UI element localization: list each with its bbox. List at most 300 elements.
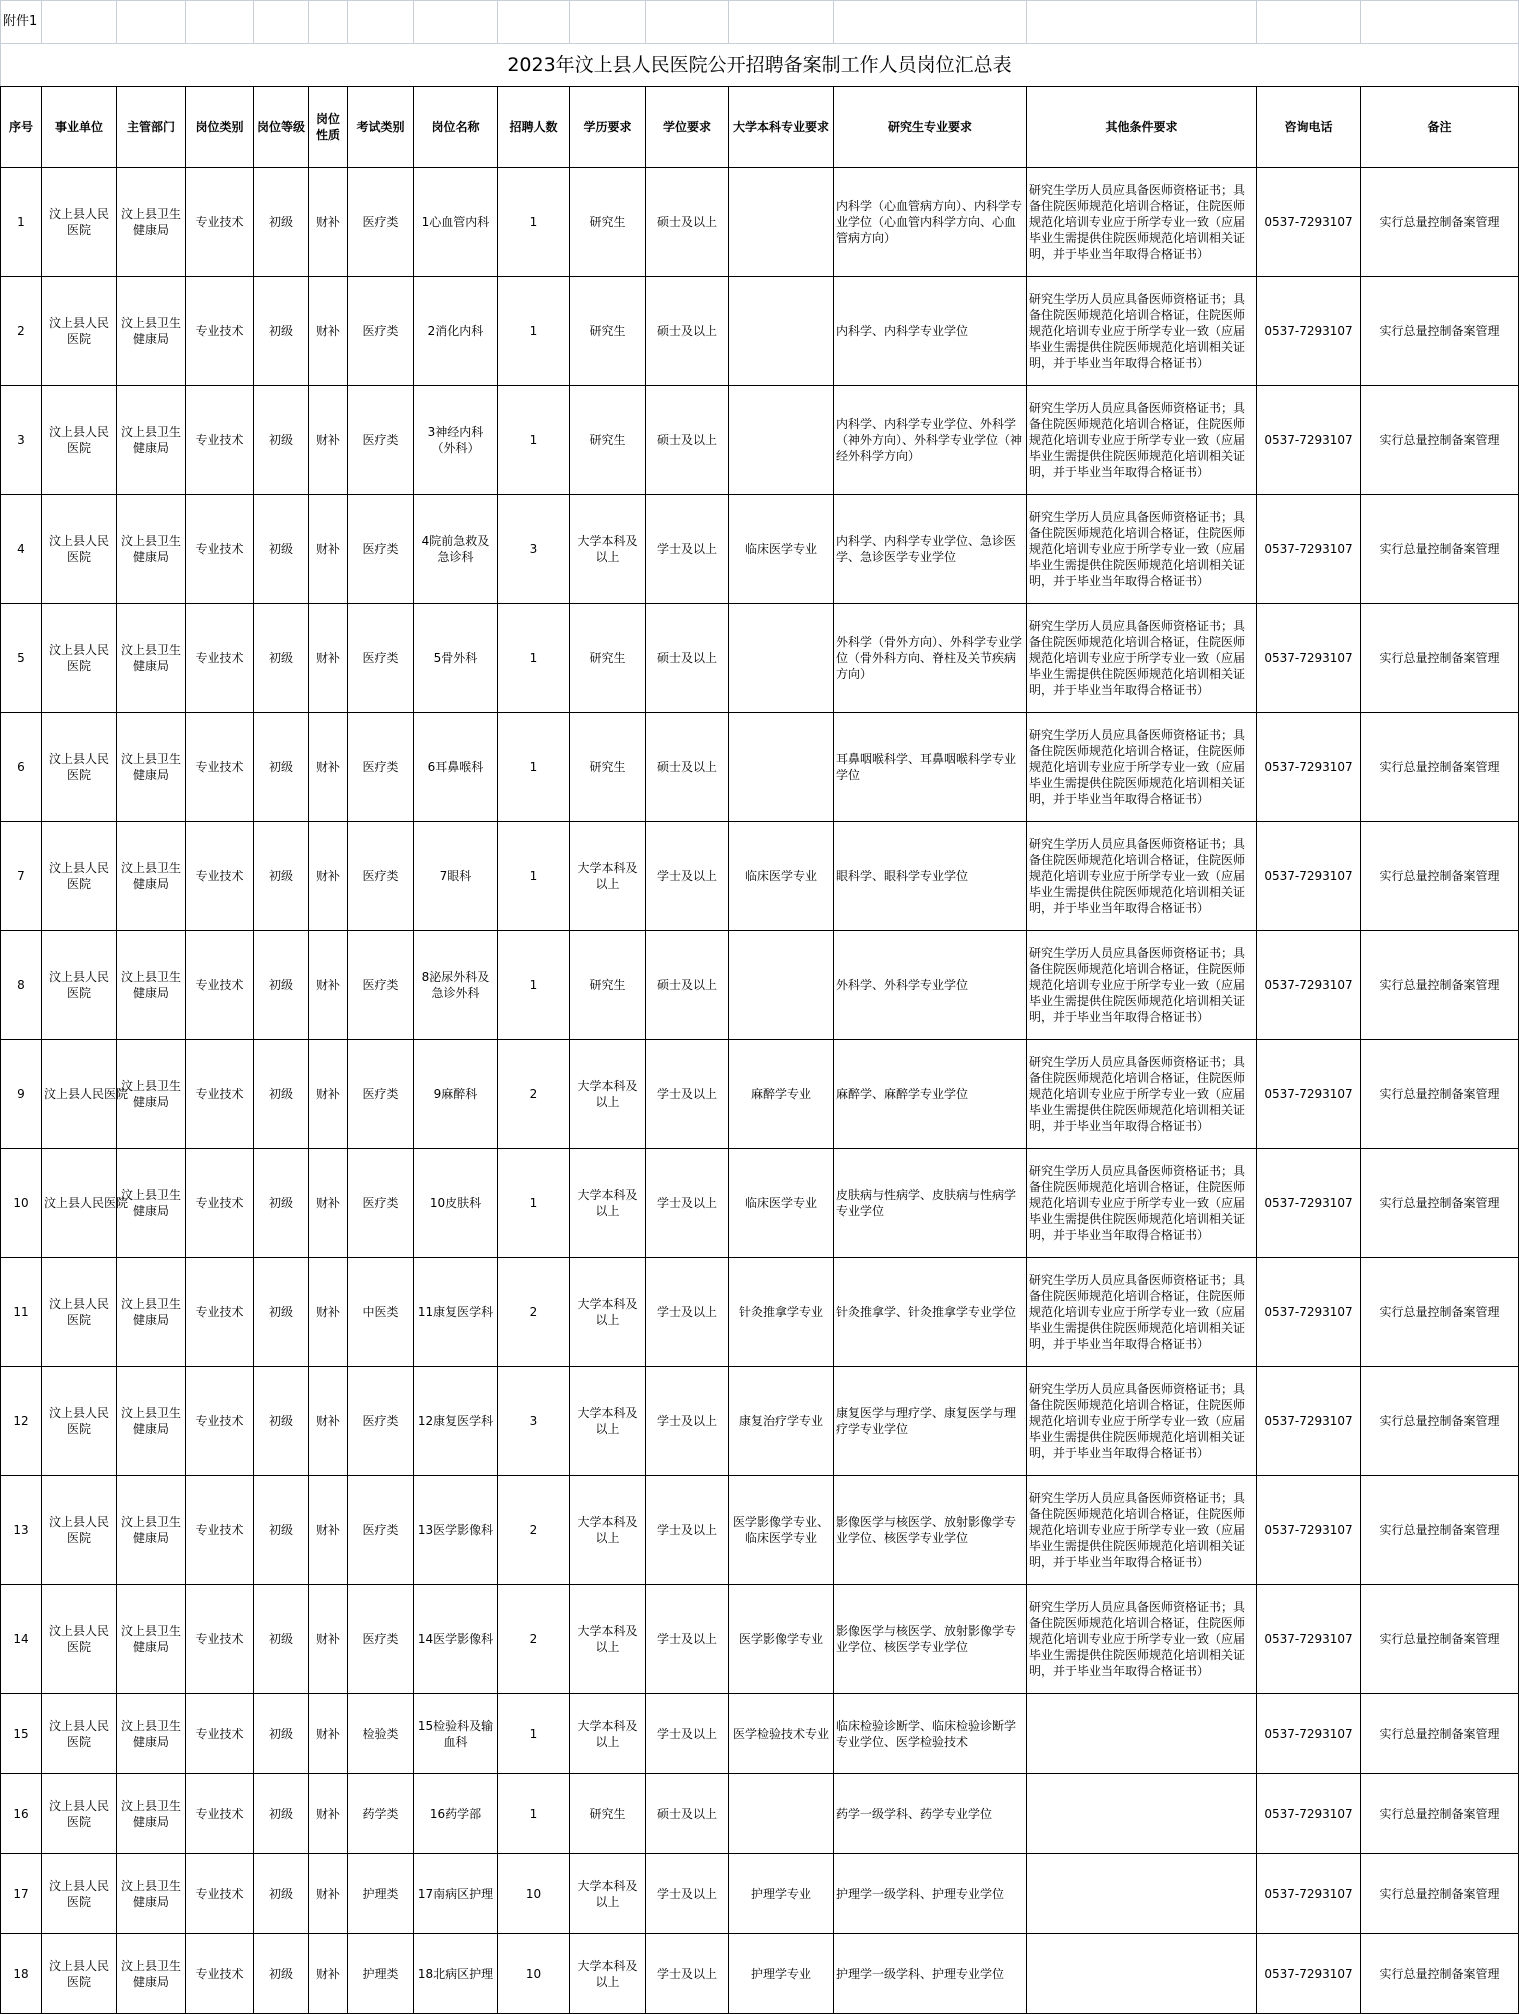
undergrad-major-cell[interactable]: 临床医学专业 [729, 822, 834, 931]
undergrad-major-cell[interactable]: 医学检验技术专业 [729, 1694, 834, 1774]
undergrad-major-cell[interactable] [729, 1774, 834, 1854]
column-header[interactable]: 序号 [1, 87, 42, 168]
other-requirements-cell[interactable]: 研究生学历人员应具备医师资格证书；具备住院医师规范化培训合格证，住院医师规范化培训专业应于所学专业一致（应届毕业生需提供住院医师规范化培训相关证明，并于毕业当年取得合格证书） [1027, 1149, 1257, 1258]
education-cell[interactable]: 研究生 [570, 931, 646, 1040]
phone-cell[interactable]: 0537-7293107 [1257, 277, 1361, 386]
exam-type-cell[interactable]: 医疗类 [348, 1585, 414, 1694]
undergrad-major-cell[interactable] [729, 168, 834, 277]
count-cell[interactable]: 10 [498, 1854, 570, 1934]
row-number[interactable]: 2 [1, 277, 42, 386]
undergrad-major-cell[interactable] [729, 386, 834, 495]
phone-cell[interactable]: 0537-7293107 [1257, 1258, 1361, 1367]
degree-cell[interactable]: 硕士及以上 [646, 1774, 729, 1854]
column-header[interactable]: 研究生专业要求 [834, 87, 1027, 168]
education-cell[interactable]: 大学本科及以上 [570, 1694, 646, 1774]
dept-cell[interactable]: 汶上县卫生健康局 [117, 386, 186, 495]
unit-cell[interactable]: 汶上县人民医院 [42, 1040, 117, 1149]
level-cell[interactable]: 初级 [254, 604, 309, 713]
unit-cell[interactable]: 汶上县人民医院 [42, 277, 117, 386]
row-number[interactable]: 12 [1, 1367, 42, 1476]
level-cell[interactable]: 初级 [254, 1258, 309, 1367]
attachment-label[interactable]: 附件1 [1, 1, 42, 44]
grad-major-cell[interactable]: 麻醉学、麻醉学专业学位 [834, 1040, 1027, 1149]
empty-cell[interactable] [348, 1, 414, 44]
education-cell[interactable]: 大学本科及以上 [570, 1854, 646, 1934]
dept-cell[interactable]: 汶上县卫生健康局 [117, 277, 186, 386]
empty-cell[interactable] [646, 1, 729, 44]
phone-cell[interactable]: 0537-7293107 [1257, 822, 1361, 931]
phone-cell[interactable]: 0537-7293107 [1257, 495, 1361, 604]
row-number[interactable]: 13 [1, 1476, 42, 1585]
other-requirements-cell[interactable]: 研究生学历人员应具备医师资格证书；具备住院医师规范化培训合格证，住院医师规范化培训专业应于所学专业一致（应届毕业生需提供住院医师规范化培训相关证明，并于毕业当年取得合格证书） [1027, 1040, 1257, 1149]
level-cell[interactable]: 初级 [254, 168, 309, 277]
category-cell[interactable]: 专业技术 [186, 277, 254, 386]
exam-type-cell[interactable]: 检验类 [348, 1694, 414, 1774]
grad-major-cell[interactable]: 眼科学、眼科学专业学位 [834, 822, 1027, 931]
education-cell[interactable]: 研究生 [570, 168, 646, 277]
education-cell[interactable]: 研究生 [570, 277, 646, 386]
nature-cell[interactable]: 财补 [309, 1040, 348, 1149]
dept-cell[interactable]: 汶上县卫生健康局 [117, 1585, 186, 1694]
dept-cell[interactable]: 汶上县卫生健康局 [117, 1854, 186, 1934]
grad-major-cell[interactable]: 针灸推拿学、针灸推拿学专业学位 [834, 1258, 1027, 1367]
undergrad-major-cell[interactable] [729, 931, 834, 1040]
phone-cell[interactable]: 0537-7293107 [1257, 1585, 1361, 1694]
column-header[interactable]: 事业单位 [42, 87, 117, 168]
note-cell[interactable]: 实行总量控制备案管理 [1361, 822, 1519, 931]
level-cell[interactable]: 初级 [254, 1476, 309, 1585]
unit-cell[interactable]: 汶上县人民医院 [42, 1258, 117, 1367]
unit-cell[interactable]: 汶上县人民医院 [42, 713, 117, 822]
dept-cell[interactable]: 汶上县卫生健康局 [117, 1774, 186, 1854]
level-cell[interactable]: 初级 [254, 1854, 309, 1934]
dept-cell[interactable]: 汶上县卫生健康局 [117, 822, 186, 931]
level-cell[interactable]: 初级 [254, 1585, 309, 1694]
row-number[interactable]: 7 [1, 822, 42, 931]
count-cell[interactable]: 1 [498, 822, 570, 931]
note-cell[interactable]: 实行总量控制备案管理 [1361, 1774, 1519, 1854]
phone-cell[interactable]: 0537-7293107 [1257, 1476, 1361, 1585]
undergrad-major-cell[interactable]: 临床医学专业 [729, 1149, 834, 1258]
degree-cell[interactable]: 学士及以上 [646, 1258, 729, 1367]
note-cell[interactable]: 实行总量控制备案管理 [1361, 1934, 1519, 2014]
column-header[interactable]: 招聘人数 [498, 87, 570, 168]
column-header[interactable]: 主管部门 [117, 87, 186, 168]
other-requirements-cell[interactable]: 研究生学历人员应具备医师资格证书；具备住院医师规范化培训合格证，住院医师规范化培训专业应于所学专业一致（应届毕业生需提供住院医师规范化培训相关证明，并于毕业当年取得合格证书） [1027, 822, 1257, 931]
dept-cell[interactable]: 汶上县卫生健康局 [117, 1040, 186, 1149]
count-cell[interactable]: 1 [498, 1149, 570, 1258]
dept-cell[interactable]: 汶上县卫生健康局 [117, 1149, 186, 1258]
note-cell[interactable]: 实行总量控制备案管理 [1361, 386, 1519, 495]
grad-major-cell[interactable]: 内科学、内科学专业学位、外科学（神外方向）、外科学专业学位（神经外科学方向） [834, 386, 1027, 495]
exam-type-cell[interactable]: 医疗类 [348, 604, 414, 713]
exam-type-cell[interactable]: 护理类 [348, 1934, 414, 2014]
post-name-cell[interactable]: 7眼科 [414, 822, 498, 931]
other-requirements-cell[interactable] [1027, 1854, 1257, 1934]
empty-cell[interactable] [42, 1, 117, 44]
nature-cell[interactable]: 财补 [309, 931, 348, 1040]
column-header[interactable]: 岗位名称 [414, 87, 498, 168]
unit-cell[interactable]: 汶上县人民医院 [42, 495, 117, 604]
phone-cell[interactable]: 0537-7293107 [1257, 1694, 1361, 1774]
note-cell[interactable]: 实行总量控制备案管理 [1361, 713, 1519, 822]
category-cell[interactable]: 专业技术 [186, 1934, 254, 2014]
other-requirements-cell[interactable] [1027, 1774, 1257, 1854]
category-cell[interactable]: 专业技术 [186, 1854, 254, 1934]
category-cell[interactable]: 专业技术 [186, 1149, 254, 1258]
degree-cell[interactable]: 学士及以上 [646, 1934, 729, 2014]
education-cell[interactable]: 大学本科及以上 [570, 1585, 646, 1694]
count-cell[interactable]: 1 [498, 168, 570, 277]
level-cell[interactable]: 初级 [254, 1040, 309, 1149]
category-cell[interactable]: 专业技术 [186, 713, 254, 822]
grad-major-cell[interactable]: 皮肤病与性病学、皮肤病与性病学专业学位 [834, 1149, 1027, 1258]
exam-type-cell[interactable]: 医疗类 [348, 495, 414, 604]
category-cell[interactable]: 专业技术 [186, 1367, 254, 1476]
column-header[interactable]: 岗位等级 [254, 87, 309, 168]
undergrad-major-cell[interactable]: 医学影像学专业、临床医学专业 [729, 1476, 834, 1585]
note-cell[interactable]: 实行总量控制备案管理 [1361, 1040, 1519, 1149]
level-cell[interactable]: 初级 [254, 1367, 309, 1476]
row-number[interactable]: 18 [1, 1934, 42, 2014]
row-number[interactable]: 14 [1, 1585, 42, 1694]
category-cell[interactable]: 专业技术 [186, 1774, 254, 1854]
note-cell[interactable]: 实行总量控制备案管理 [1361, 1694, 1519, 1774]
dept-cell[interactable]: 汶上县卫生健康局 [117, 1476, 186, 1585]
unit-cell[interactable]: 汶上县人民医院 [42, 822, 117, 931]
phone-cell[interactable]: 0537-7293107 [1257, 1040, 1361, 1149]
undergrad-major-cell[interactable]: 医学影像学专业 [729, 1585, 834, 1694]
empty-cell[interactable] [834, 1, 1027, 44]
count-cell[interactable]: 3 [498, 1367, 570, 1476]
post-name-cell[interactable]: 2消化内科 [414, 277, 498, 386]
note-cell[interactable]: 实行总量控制备案管理 [1361, 168, 1519, 277]
category-cell[interactable]: 专业技术 [186, 822, 254, 931]
dept-cell[interactable]: 汶上县卫生健康局 [117, 1367, 186, 1476]
other-requirements-cell[interactable]: 研究生学历人员应具备医师资格证书；具备住院医师规范化培训合格证，住院医师规范化培训专业应于所学专业一致（应届毕业生需提供住院医师规范化培训相关证明，并于毕业当年取得合格证书） [1027, 931, 1257, 1040]
degree-cell[interactable]: 硕士及以上 [646, 168, 729, 277]
other-requirements-cell[interactable]: 研究生学历人员应具备医师资格证书；具备住院医师规范化培训合格证，住院医师规范化培训专业应于所学专业一致（应届毕业生需提供住院医师规范化培训相关证明，并于毕业当年取得合格证书） [1027, 713, 1257, 822]
exam-type-cell[interactable]: 医疗类 [348, 386, 414, 495]
degree-cell[interactable]: 学士及以上 [646, 495, 729, 604]
column-header[interactable]: 学位要求 [646, 87, 729, 168]
exam-type-cell[interactable]: 医疗类 [348, 713, 414, 822]
row-number[interactable]: 6 [1, 713, 42, 822]
note-cell[interactable]: 实行总量控制备案管理 [1361, 1585, 1519, 1694]
empty-cell[interactable] [186, 1, 254, 44]
exam-type-cell[interactable]: 医疗类 [348, 277, 414, 386]
degree-cell[interactable]: 硕士及以上 [646, 931, 729, 1040]
nature-cell[interactable]: 财补 [309, 1585, 348, 1694]
other-requirements-cell[interactable]: 研究生学历人员应具备医师资格证书；具备住院医师规范化培训合格证，住院医师规范化培训专业应于所学专业一致（应届毕业生需提供住院医师规范化培训相关证明，并于毕业当年取得合格证书） [1027, 1367, 1257, 1476]
phone-cell[interactable]: 0537-7293107 [1257, 1934, 1361, 2014]
grad-major-cell[interactable]: 药学一级学科、药学专业学位 [834, 1774, 1027, 1854]
count-cell[interactable]: 1 [498, 386, 570, 495]
education-cell[interactable]: 大学本科及以上 [570, 822, 646, 931]
table-title[interactable]: 2023年汶上县人民医院公开招聘备案制工作人员岗位汇总表 [1, 44, 1519, 87]
note-cell[interactable]: 实行总量控制备案管理 [1361, 1149, 1519, 1258]
exam-type-cell[interactable]: 医疗类 [348, 931, 414, 1040]
grad-major-cell[interactable]: 外科学（骨外方向）、外科学专业学位（骨外科方向、脊柱及关节疾病方向） [834, 604, 1027, 713]
level-cell[interactable]: 初级 [254, 931, 309, 1040]
nature-cell[interactable]: 财补 [309, 713, 348, 822]
level-cell[interactable]: 初级 [254, 386, 309, 495]
row-number[interactable]: 3 [1, 386, 42, 495]
other-requirements-cell[interactable]: 研究生学历人员应具备医师资格证书；具备住院医师规范化培训合格证，住院医师规范化培训专业应于所学专业一致（应届毕业生需提供住院医师规范化培训相关证明，并于毕业当年取得合格证书） [1027, 1258, 1257, 1367]
degree-cell[interactable]: 硕士及以上 [646, 713, 729, 822]
grad-major-cell[interactable]: 影像医学与核医学、放射影像学专业学位、核医学专业学位 [834, 1585, 1027, 1694]
post-name-cell[interactable]: 10皮肤科 [414, 1149, 498, 1258]
undergrad-major-cell[interactable]: 护理学专业 [729, 1934, 834, 2014]
degree-cell[interactable]: 硕士及以上 [646, 604, 729, 713]
column-header[interactable]: 其他条件要求 [1027, 87, 1257, 168]
undergrad-major-cell[interactable]: 康复治疗学专业 [729, 1367, 834, 1476]
nature-cell[interactable]: 财补 [309, 168, 348, 277]
empty-cell[interactable] [1361, 1, 1519, 44]
post-name-cell[interactable]: 18北病区护理 [414, 1934, 498, 2014]
empty-cell[interactable] [1257, 1, 1361, 44]
count-cell[interactable]: 1 [498, 604, 570, 713]
other-requirements-cell[interactable]: 研究生学历人员应具备医师资格证书；具备住院医师规范化培训合格证，住院医师规范化培训专业应于所学专业一致（应届毕业生需提供住院医师规范化培训相关证明，并于毕业当年取得合格证书） [1027, 1476, 1257, 1585]
exam-type-cell[interactable]: 中医类 [348, 1258, 414, 1367]
count-cell[interactable]: 1 [498, 1774, 570, 1854]
note-cell[interactable]: 实行总量控制备案管理 [1361, 495, 1519, 604]
other-requirements-cell[interactable]: 研究生学历人员应具备医师资格证书；具备住院医师规范化培训合格证，住院医师规范化培训专业应于所学专业一致（应届毕业生需提供住院医师规范化培训相关证明，并于毕业当年取得合格证书） [1027, 1585, 1257, 1694]
level-cell[interactable]: 初级 [254, 822, 309, 931]
grad-major-cell[interactable]: 耳鼻咽喉科学、耳鼻咽喉科学专业学位 [834, 713, 1027, 822]
education-cell[interactable]: 大学本科及以上 [570, 1934, 646, 2014]
nature-cell[interactable]: 财补 [309, 1934, 348, 2014]
unit-cell[interactable]: 汶上县人民医院 [42, 168, 117, 277]
other-requirements-cell[interactable]: 研究生学历人员应具备医师资格证书；具备住院医师规范化培训合格证，住院医师规范化培训专业应于所学专业一致（应届毕业生需提供住院医师规范化培训相关证明，并于毕业当年取得合格证书） [1027, 386, 1257, 495]
degree-cell[interactable]: 学士及以上 [646, 1149, 729, 1258]
post-name-cell[interactable]: 1心血管内科 [414, 168, 498, 277]
phone-cell[interactable]: 0537-7293107 [1257, 1367, 1361, 1476]
nature-cell[interactable]: 财补 [309, 1258, 348, 1367]
level-cell[interactable]: 初级 [254, 495, 309, 604]
note-cell[interactable]: 实行总量控制备案管理 [1361, 1258, 1519, 1367]
education-cell[interactable]: 研究生 [570, 386, 646, 495]
unit-cell[interactable]: 汶上县人民医院 [42, 931, 117, 1040]
column-header[interactable]: 岗位性质 [309, 87, 348, 168]
level-cell[interactable]: 初级 [254, 1694, 309, 1774]
grad-major-cell[interactable]: 影像医学与核医学、放射影像学专业学位、核医学专业学位 [834, 1476, 1027, 1585]
phone-cell[interactable]: 0537-7293107 [1257, 604, 1361, 713]
post-name-cell[interactable]: 13医学影像科 [414, 1476, 498, 1585]
other-requirements-cell[interactable]: 研究生学历人员应具备医师资格证书；具备住院医师规范化培训合格证，住院医师规范化培训专业应于所学专业一致（应届毕业生需提供住院医师规范化培训相关证明，并于毕业当年取得合格证书） [1027, 604, 1257, 713]
education-cell[interactable]: 大学本科及以上 [570, 1367, 646, 1476]
unit-cell[interactable]: 汶上县人民医院 [42, 386, 117, 495]
dept-cell[interactable]: 汶上县卫生健康局 [117, 1694, 186, 1774]
unit-cell[interactable]: 汶上县人民医院 [42, 1774, 117, 1854]
education-cell[interactable]: 研究生 [570, 713, 646, 822]
dept-cell[interactable]: 汶上县卫生健康局 [117, 1934, 186, 2014]
category-cell[interactable]: 专业技术 [186, 1258, 254, 1367]
level-cell[interactable]: 初级 [254, 713, 309, 822]
note-cell[interactable]: 实行总量控制备案管理 [1361, 277, 1519, 386]
count-cell[interactable]: 10 [498, 1934, 570, 2014]
row-number[interactable]: 10 [1, 1149, 42, 1258]
unit-cell[interactable]: 汶上县人民医院 [42, 1854, 117, 1934]
post-name-cell[interactable]: 12康复医学科 [414, 1367, 498, 1476]
undergrad-major-cell[interactable] [729, 713, 834, 822]
education-cell[interactable]: 大学本科及以上 [570, 1149, 646, 1258]
row-number[interactable]: 8 [1, 931, 42, 1040]
post-name-cell[interactable]: 11康复医学科 [414, 1258, 498, 1367]
count-cell[interactable]: 1 [498, 931, 570, 1040]
post-name-cell[interactable]: 5骨外科 [414, 604, 498, 713]
degree-cell[interactable]: 学士及以上 [646, 1367, 729, 1476]
category-cell[interactable]: 专业技术 [186, 386, 254, 495]
phone-cell[interactable]: 0537-7293107 [1257, 713, 1361, 822]
nature-cell[interactable]: 财补 [309, 822, 348, 931]
row-number[interactable]: 9 [1, 1040, 42, 1149]
category-cell[interactable]: 专业技术 [186, 1694, 254, 1774]
degree-cell[interactable]: 学士及以上 [646, 822, 729, 931]
empty-cell[interactable] [414, 1, 498, 44]
post-name-cell[interactable]: 16药学部 [414, 1774, 498, 1854]
nature-cell[interactable]: 财补 [309, 1367, 348, 1476]
nature-cell[interactable]: 财补 [309, 604, 348, 713]
count-cell[interactable]: 2 [498, 1258, 570, 1367]
note-cell[interactable]: 实行总量控制备案管理 [1361, 1476, 1519, 1585]
exam-type-cell[interactable]: 医疗类 [348, 822, 414, 931]
note-cell[interactable]: 实行总量控制备案管理 [1361, 1854, 1519, 1934]
exam-type-cell[interactable]: 医疗类 [348, 168, 414, 277]
column-header[interactable]: 学历要求 [570, 87, 646, 168]
degree-cell[interactable]: 学士及以上 [646, 1040, 729, 1149]
grad-major-cell[interactable]: 临床检验诊断学、临床检验诊断学专业学位、医学检验技术 [834, 1694, 1027, 1774]
undergrad-major-cell[interactable]: 麻醉学专业 [729, 1040, 834, 1149]
unit-cell[interactable]: 汶上县人民医院 [42, 1367, 117, 1476]
category-cell[interactable]: 专业技术 [186, 168, 254, 277]
empty-cell[interactable] [570, 1, 646, 44]
count-cell[interactable]: 2 [498, 1585, 570, 1694]
count-cell[interactable]: 2 [498, 1040, 570, 1149]
unit-cell[interactable]: 汶上县人民医院 [42, 1476, 117, 1585]
unit-cell[interactable]: 汶上县人民医院 [42, 1585, 117, 1694]
count-cell[interactable]: 1 [498, 713, 570, 822]
count-cell[interactable]: 2 [498, 1476, 570, 1585]
dept-cell[interactable]: 汶上县卫生健康局 [117, 931, 186, 1040]
dept-cell[interactable]: 汶上县卫生健康局 [117, 1258, 186, 1367]
row-number[interactable]: 15 [1, 1694, 42, 1774]
count-cell[interactable]: 1 [498, 277, 570, 386]
level-cell[interactable]: 初级 [254, 277, 309, 386]
education-cell[interactable]: 大学本科及以上 [570, 1476, 646, 1585]
nature-cell[interactable]: 财补 [309, 1476, 348, 1585]
nature-cell[interactable]: 财补 [309, 1854, 348, 1934]
row-number[interactable]: 5 [1, 604, 42, 713]
grad-major-cell[interactable]: 内科学、内科学专业学位、急诊医学、急诊医学专业学位 [834, 495, 1027, 604]
note-cell[interactable]: 实行总量控制备案管理 [1361, 931, 1519, 1040]
category-cell[interactable]: 专业技术 [186, 495, 254, 604]
post-name-cell[interactable]: 4院前急救及急诊科 [414, 495, 498, 604]
post-name-cell[interactable]: 8泌尿外科及急诊外科 [414, 931, 498, 1040]
nature-cell[interactable]: 财补 [309, 1149, 348, 1258]
empty-cell[interactable] [729, 1, 834, 44]
category-cell[interactable]: 专业技术 [186, 1040, 254, 1149]
exam-type-cell[interactable]: 医疗类 [348, 1040, 414, 1149]
undergrad-major-cell[interactable]: 针灸推拿学专业 [729, 1258, 834, 1367]
dept-cell[interactable]: 汶上县卫生健康局 [117, 713, 186, 822]
empty-cell[interactable] [498, 1, 570, 44]
education-cell[interactable]: 研究生 [570, 1774, 646, 1854]
degree-cell[interactable]: 学士及以上 [646, 1854, 729, 1934]
degree-cell[interactable]: 学士及以上 [646, 1694, 729, 1774]
row-number[interactable]: 4 [1, 495, 42, 604]
column-header[interactable]: 咨询电话 [1257, 87, 1361, 168]
nature-cell[interactable]: 财补 [309, 1774, 348, 1854]
degree-cell[interactable]: 硕士及以上 [646, 277, 729, 386]
dept-cell[interactable]: 汶上县卫生健康局 [117, 604, 186, 713]
exam-type-cell[interactable]: 药学类 [348, 1774, 414, 1854]
category-cell[interactable]: 专业技术 [186, 604, 254, 713]
post-name-cell[interactable]: 17南病区护理 [414, 1854, 498, 1934]
education-cell[interactable]: 研究生 [570, 604, 646, 713]
post-name-cell[interactable]: 9麻醉科 [414, 1040, 498, 1149]
unit-cell[interactable]: 汶上县人民医院 [42, 1694, 117, 1774]
education-cell[interactable]: 大学本科及以上 [570, 1040, 646, 1149]
undergrad-major-cell[interactable] [729, 604, 834, 713]
empty-cell[interactable] [309, 1, 348, 44]
unit-cell[interactable]: 汶上县人民医院 [42, 1149, 117, 1258]
nature-cell[interactable]: 财补 [309, 1694, 348, 1774]
empty-cell[interactable] [254, 1, 309, 44]
education-cell[interactable]: 大学本科及以上 [570, 495, 646, 604]
other-requirements-cell[interactable] [1027, 1934, 1257, 2014]
exam-type-cell[interactable]: 医疗类 [348, 1367, 414, 1476]
other-requirements-cell[interactable] [1027, 1694, 1257, 1774]
nature-cell[interactable]: 财补 [309, 277, 348, 386]
level-cell[interactable]: 初级 [254, 1149, 309, 1258]
undergrad-major-cell[interactable] [729, 277, 834, 386]
post-name-cell[interactable]: 6耳鼻喉科 [414, 713, 498, 822]
phone-cell[interactable]: 0537-7293107 [1257, 168, 1361, 277]
dept-cell[interactable]: 汶上县卫生健康局 [117, 168, 186, 277]
row-number[interactable]: 16 [1, 1774, 42, 1854]
category-cell[interactable]: 专业技术 [186, 931, 254, 1040]
phone-cell[interactable]: 0537-7293107 [1257, 1149, 1361, 1258]
level-cell[interactable]: 初级 [254, 1934, 309, 2014]
empty-cell[interactable] [117, 1, 186, 44]
empty-cell[interactable] [1027, 1, 1257, 44]
phone-cell[interactable]: 0537-7293107 [1257, 386, 1361, 495]
undergrad-major-cell[interactable]: 临床医学专业 [729, 495, 834, 604]
column-header[interactable]: 备注 [1361, 87, 1519, 168]
grad-major-cell[interactable]: 内科学（心血管病方向）、内科学专业学位（心血管内科学方向、心血管病方向） [834, 168, 1027, 277]
post-name-cell[interactable]: 14医学影像科 [414, 1585, 498, 1694]
grad-major-cell[interactable]: 护理学一级学科、护理专业学位 [834, 1934, 1027, 2014]
other-requirements-cell[interactable]: 研究生学历人员应具备医师资格证书；具备住院医师规范化培训合格证，住院医师规范化培训专业应于所学专业一致（应届毕业生需提供住院医师规范化培训相关证明，并于毕业当年取得合格证书） [1027, 168, 1257, 277]
column-header[interactable]: 岗位类别 [186, 87, 254, 168]
degree-cell[interactable]: 学士及以上 [646, 1476, 729, 1585]
exam-type-cell[interactable]: 护理类 [348, 1854, 414, 1934]
grad-major-cell[interactable]: 康复医学与理疗学、康复医学与理疗学专业学位 [834, 1367, 1027, 1476]
grad-major-cell[interactable]: 内科学、内科学专业学位 [834, 277, 1027, 386]
exam-type-cell[interactable]: 医疗类 [348, 1476, 414, 1585]
phone-cell[interactable]: 0537-7293107 [1257, 931, 1361, 1040]
column-header[interactable]: 大学本科专业要求 [729, 87, 834, 168]
nature-cell[interactable]: 财补 [309, 386, 348, 495]
level-cell[interactable]: 初级 [254, 1774, 309, 1854]
row-number[interactable]: 1 [1, 168, 42, 277]
grad-major-cell[interactable]: 护理学一级学科、护理专业学位 [834, 1854, 1027, 1934]
note-cell[interactable]: 实行总量控制备案管理 [1361, 1367, 1519, 1476]
dept-cell[interactable]: 汶上县卫生健康局 [117, 495, 186, 604]
row-number[interactable]: 11 [1, 1258, 42, 1367]
row-number[interactable]: 17 [1, 1854, 42, 1934]
